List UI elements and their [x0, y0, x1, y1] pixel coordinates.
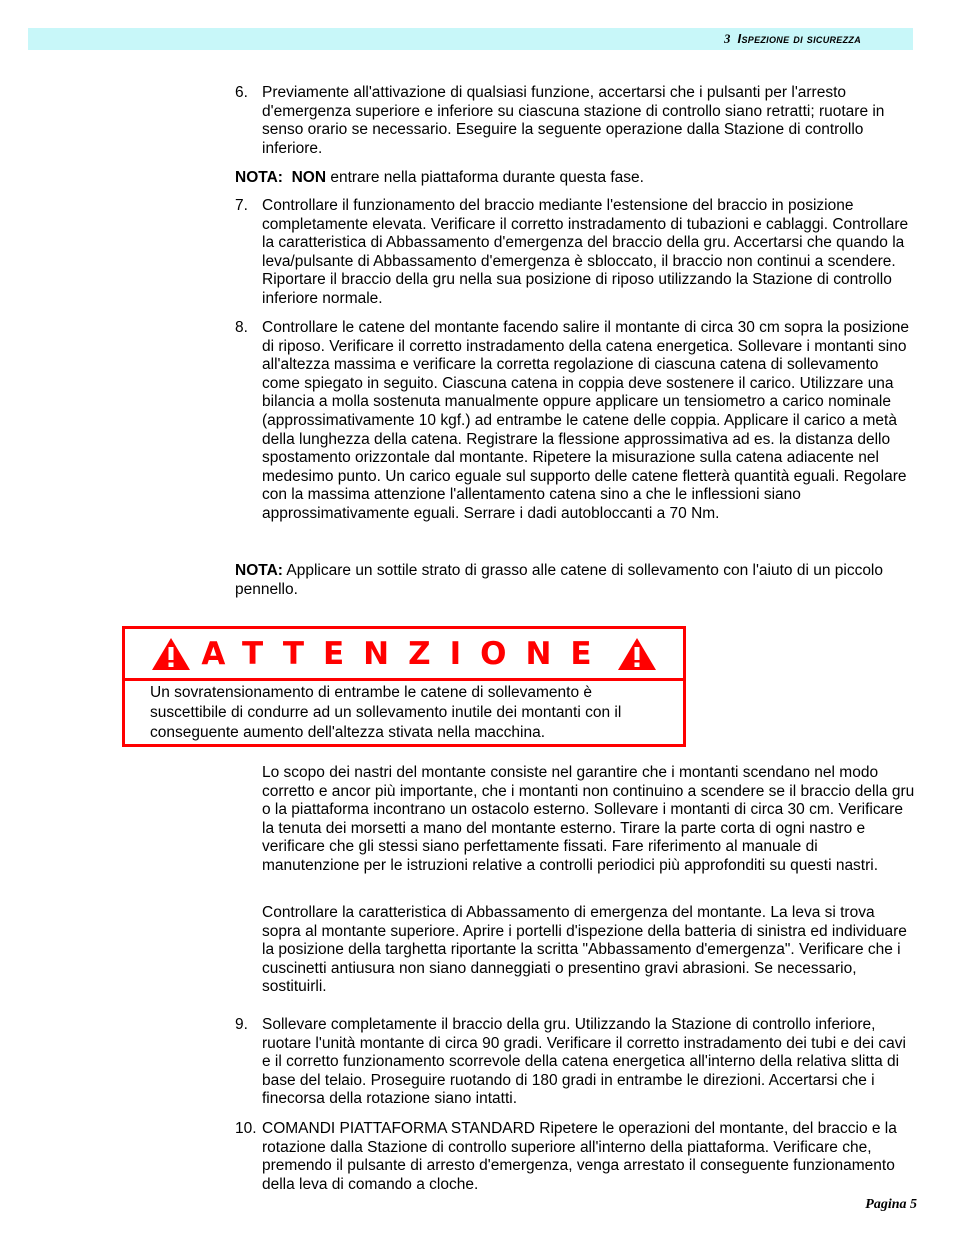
step-text: Sollevare completamente il braccio della gru. Utilizzando la Stazione di controllo inferiore, ruotare l'unità montante di circa 90 gradi. Verificare il corretto instradamento dei tubi e dei cavi e il corretto funzionamento scorrevole della catena energetica all'interno della relativa slitta di base del telaio. Proseguire ruotando di 180 gradi in entrambe le direzioni. Accertarsi che i finecorsa della rotazione siano intatti.: [262, 1016, 906, 1108]
step-number: 9.: [235, 1016, 248, 1033]
chapter-title: Ispezione di sicurezza: [737, 31, 861, 46]
step-text: Controllare il funzionamento del braccio mediante l'estensione del braccio in posizione completamente elevata. Verificare il corretto instradamento di tubazioni e cablaggi. Controllare la caratteristica di Abbassamento d'emergenza del braccio della gru. Accertarsi che quando la leva/pulsante di Abbassamento d'emergenza è sbloccato, il braccio non continui a scendere. Riportare il braccio della gru nella sua posizione di riposo utilizzando la Stazione di controllo inferiore normale.: [262, 197, 909, 307]
step-number: 10.: [235, 1120, 257, 1137]
page-number: Pagina 5: [865, 1197, 917, 1212]
note-label: NOTA:: [235, 169, 283, 186]
note-label: NOTA:: [235, 562, 283, 579]
warning-triangle-icon: [151, 637, 191, 671]
step-text: Controllare le catene del montante facendo salire il montante di circa 30 cm sopra la posizione di riposo. Verificare il corretto instradamento della catena energetica. Sollevare i montanti sino all'altezza massima e verificare la corretta regolazione di ciascuna catena di sollevamento come spiegato in seguito. Ciascuna catena in coppia deve sostenere il carico. Utilizzare una bilancia a molla sostenuta manualmente oppure applicare un tensiometro a carico nominale (approssimativamente 10 kgf.) ad entrambe le catene delle coppia. Applicare il carico a metà della lunghezza della catena. Registrare la flessione approssimativa ad es. la distanza dello spostamento orizzontale dal montante. Ripetere la misurazione sulla catena adiacente nel medesimo punto. Un carico eguale sul supporto delle catene fletterà quantità eguali. Regolare con la massima attenzione l'allentamento catena sino a che le inflessioni siano approssimativamente eguali. Serrare i dadi autobloccanti a 70 Nm.: [262, 319, 910, 522]
step-10: [235, 1120, 915, 1194]
chapter-header: [724, 31, 861, 47]
step-9: [235, 1016, 915, 1109]
step-number: 8.: [235, 319, 248, 336]
note-text: Applicare un sottile strato di grasso alle catene di sollevamento con l'aiuto di un piccolo pennello.: [235, 562, 883, 598]
step-number: 7.: [235, 197, 248, 214]
step-6: [235, 84, 915, 158]
chapter-number: 3: [724, 32, 731, 46]
paragraph-straps: Lo scopo dei nastri del montante consiste nel garantire che i montanti scendano nel modo corretto e ancor più importante, che i montanti non continuino a scendere se il braccio della gru o la piattaforma incontrano un ostacolo esterno. Sollevare i montanti di circa 30 cm. Verificare la tenuta dei morsetti a mano del montante esterno. Tirare la parte corta di ogni nastro e verificare che gli stessi siano perfettamente fissati. Fare riferimento al manuale di manutenzione per le istruzioni relative a controlli periodici più approfonditi su questi nastri.: [262, 764, 915, 874]
note-2: [235, 562, 915, 599]
note-emphasis: NON: [291, 169, 327, 186]
warning-box: [122, 626, 686, 747]
step-number: 6.: [235, 84, 248, 101]
warning-header: [125, 629, 683, 681]
warning-title: ATTENZIONE: [201, 635, 611, 672]
warning-text: Un sovratensionamento di entrambe le catene di sollevamento è suscettibile di condurre ad un sollevamento inutile dei montanti con il conseguente aumento dell'altezza stivata nella macchina.: [150, 684, 622, 741]
step-7: [235, 197, 915, 309]
header-bar: [28, 28, 913, 50]
step-text: COMANDI PIATTAFORMA STANDARD Ripetere le operazioni del montante, del braccio e la rotazione dalla Stazione di controllo superiore all'interno della piattaforma. Verificare che, premendo il pulsante di arresto d'emergenza, venga arrestato il conseguente funzionamento della leva di comando a cloche.: [262, 1120, 897, 1193]
note-1: [235, 169, 915, 188]
note-text: entrare nella piattaforma durante questa fase.: [330, 169, 644, 186]
step-8: [235, 319, 915, 524]
paragraph-emergency-lowering: Controllare la caratteristica di Abbassamento di emergenza del montante. La leva si trova sopra al montante superiore. Aprire i portelli d'ispezione della batteria di sinistra ed individuare la posizione della targhetta riportante la scritta "Abbassamento d'emergenza". Verificare che i cuscinetti antiusura non siano danneggiati o presentino gravi abrasioni. Se necessario, sostituirli.: [262, 904, 907, 996]
step-text: Previamente all'attivazione di qualsiasi funzione, accertarsi che i pulsanti per l'arresto d'emergenza superiore e inferiore su ciascuna stazione di controllo siano retratti; ruotare in senso orario se necessario. Eseguire la seguente operazione dalla Stazione di controllo inferiore.: [262, 84, 885, 157]
warning-triangle-icon: [617, 637, 657, 671]
